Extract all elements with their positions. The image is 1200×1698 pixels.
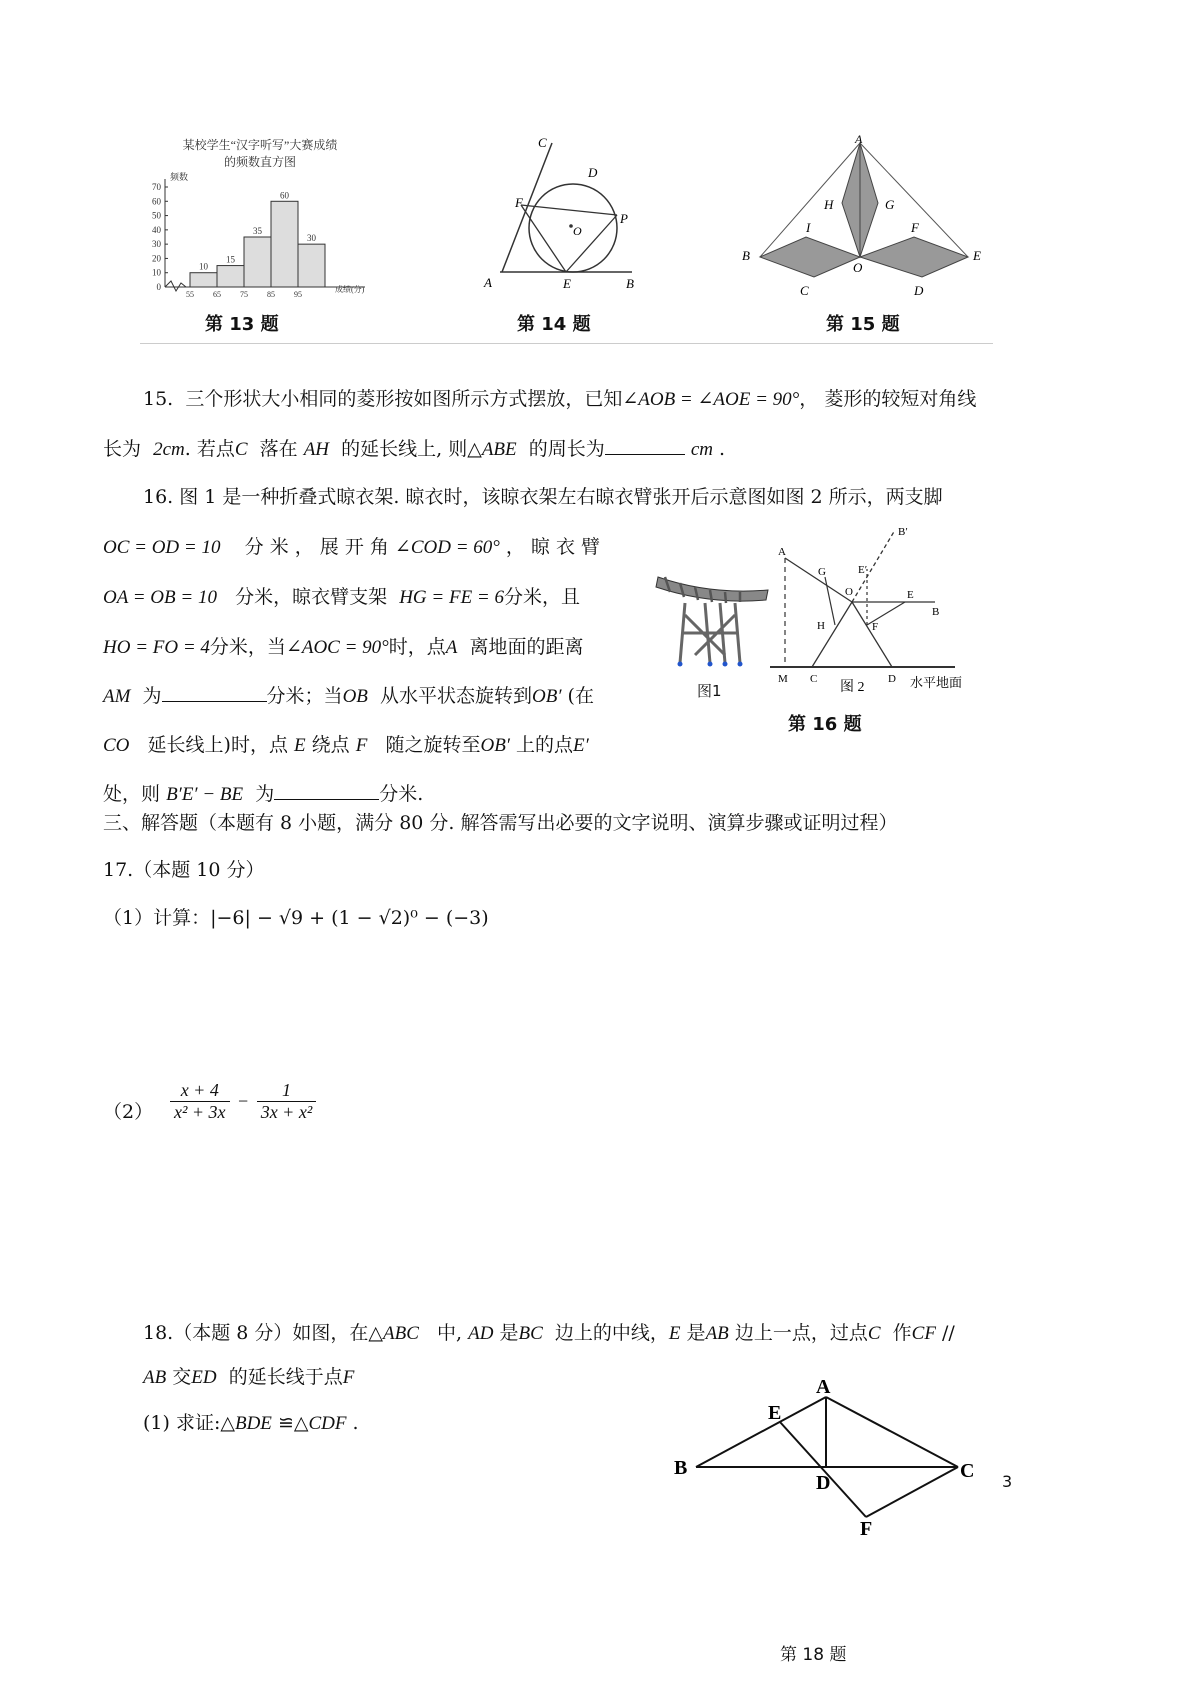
- q16-fig2-M: M: [778, 673, 788, 685]
- q13-xtick: 65: [213, 290, 221, 299]
- q17-frac2-num: 1: [281, 1080, 291, 1100]
- q14-label-C: C: [538, 135, 547, 150]
- q13-ytick: 40: [152, 224, 161, 235]
- q16-fig2-O: O: [845, 586, 853, 598]
- q14-caption: 第 14 题: [517, 314, 591, 335]
- q14-label-E: E: [563, 276, 571, 291]
- q15-label-A: A: [855, 133, 863, 146]
- q16-fig2-A: A: [778, 546, 786, 558]
- q16-figure2: [770, 525, 975, 695]
- q18-label-E: E: [768, 1402, 782, 1424]
- q16-ground-label: 水平地面: [910, 676, 963, 691]
- q16-answer-blank-1[interactable]: [162, 681, 267, 702]
- q17-frac2-den: 3x + x²: [260, 1102, 313, 1122]
- q17-frac1-den: x² + 3x: [174, 1102, 226, 1122]
- q13-bar-label: 15: [226, 254, 235, 265]
- q16-figure1: [650, 565, 775, 675]
- q16-line7: 处，则 B′E′ − BE 为 分米.: [103, 779, 423, 810]
- q15-label-I: I: [806, 220, 811, 235]
- q17-frac1-num: x + 4: [180, 1080, 219, 1100]
- q16-caption: 第 16 题: [788, 714, 862, 735]
- q18-line2: AB 交ED 的延长线于点F: [143, 1366, 355, 1388]
- q13-axis-break: [165, 281, 186, 291]
- q14-label-O: O: [573, 224, 582, 238]
- q13-xtick: 75: [240, 290, 248, 299]
- q18-label-D: D: [816, 1472, 831, 1494]
- q16-fig2-label: 图 2: [840, 680, 865, 695]
- q14-label-A: A: [484, 275, 492, 290]
- q13-ytick: 60: [152, 196, 161, 207]
- q15-label-B: B: [742, 248, 750, 263]
- q18-label-B: B: [674, 1457, 688, 1479]
- q15-line1: 15. 三个形状大小相同的菱形按如图所示方式摆放，已知∠AOB = ∠AOE = 90°， 菱形的较短对角线: [143, 388, 977, 410]
- q16-fig2-H: H: [817, 620, 825, 632]
- q18-caption: 第 18 题: [780, 1645, 847, 1665]
- q13-title-line2: 的频数直方图: [223, 155, 297, 169]
- q16-fig2-B: B: [932, 606, 940, 618]
- q13-bar-label: 60: [280, 190, 289, 201]
- q16-fig2-B-prime: B′: [898, 526, 908, 538]
- q13-ytick: 70: [152, 182, 161, 192]
- q18-line1: 18.（本题 8 分）如图，在△ABC 中, AD 是BC 边上的中线，E 是AB 边上一点，过点C 作CF //: [143, 1322, 955, 1344]
- q14-label-F: F: [515, 195, 523, 210]
- q15-label-E: E: [973, 248, 981, 263]
- q13-ylabel: 频数: [170, 172, 189, 182]
- q16-answer-blank-2[interactable]: [274, 779, 379, 800]
- q15-label-D: D: [914, 283, 924, 298]
- q15-label-O: O: [853, 260, 863, 275]
- q13-bar: [298, 244, 325, 287]
- q15-figure: [740, 133, 990, 303]
- q18-label-C: C: [960, 1460, 975, 1482]
- q13-bar: [217, 266, 244, 287]
- q13-bar: [271, 201, 298, 287]
- q15-caption: 第 15 题: [826, 314, 900, 335]
- q13-xtick: 85: [267, 290, 275, 299]
- q13-bar-label: 35: [253, 226, 262, 236]
- q13-bar: [244, 237, 271, 287]
- q18-line3: (1) 求证:△BDE ≌△CDF .: [143, 1412, 359, 1434]
- q16-fig2-F: F: [872, 621, 879, 633]
- q13-histogram: [140, 132, 380, 312]
- q13-bar-label: 30: [307, 233, 316, 244]
- q17-minus: −: [238, 1091, 249, 1111]
- q13-caption: 第 13 题: [205, 314, 279, 335]
- q18-figure: [668, 1375, 988, 1535]
- q14-label-B: B: [626, 276, 634, 291]
- q14-label-P: P: [620, 211, 628, 226]
- q16-fig2-C: C: [810, 673, 818, 685]
- q16-line3: OA = OB = 10 分米，晾衣臂支架 HG = FE = 6分米，且: [103, 586, 581, 608]
- q13-xlabel: 成绩(分): [335, 285, 365, 294]
- q13-bar-label: 10: [199, 261, 208, 272]
- q17-part2-expression: [170, 1080, 316, 1123]
- section3-heading: 三、解答题（本题有 8 小题，满分 80 分. 解答需写出必要的文字说明、演算步骤或证明过程）: [103, 812, 898, 834]
- q16-line6: CO 延长线上)时，点 E 绕点 F 随之旋转至OB′ 上的点E′: [103, 734, 589, 756]
- q13-ytick: 50: [152, 210, 161, 221]
- q17-part1: （1）计算：|−6| − √9 + (1 − √2)⁰ − (−3): [103, 907, 489, 929]
- q13-ytick: 30: [152, 239, 161, 250]
- page-number: 3: [1002, 1472, 1013, 1491]
- q16-line4: HO = FO = 4分米，当∠AOC = 90°时，点A 离地面的距离: [103, 636, 584, 658]
- q16-fig2-E-prime: E′: [858, 564, 868, 576]
- q18-label-A: A: [816, 1376, 831, 1398]
- q16-fig2-E: E: [907, 589, 914, 601]
- q15-label-C: C: [800, 283, 809, 298]
- q13-ytick: 0: [156, 282, 161, 292]
- q13-bar: [190, 273, 217, 287]
- q15-label-G: G: [885, 197, 895, 212]
- q15-answer-blank[interactable]: [605, 434, 685, 455]
- q16-fig2-G: G: [818, 566, 826, 578]
- q13-ytick: 20: [152, 253, 161, 264]
- q16-line2: OC = OD = 10 分 米 ， 展 开 角 ∠COD = 60° ， 晾 衣 臂: [103, 536, 601, 558]
- q18-label-F: F: [860, 1518, 873, 1535]
- q13-ytick: 10: [152, 267, 161, 278]
- q13-title-line1: 某校学生“汉字听写”大赛成绩: [182, 138, 338, 152]
- q16-line1: 16. 图 1 是一种折叠式晾衣架. 晾衣时，该晾衣架左右晾衣臂张开后示意图如图 2 所示，两支脚: [143, 486, 943, 508]
- q15-label-H: H: [824, 197, 834, 212]
- q13-xtick: 55: [186, 290, 194, 299]
- q16-fig1-label: 图1: [697, 682, 722, 700]
- q15-label-F: F: [911, 220, 919, 235]
- q15-line2: 长为 2cm. 若点C 落在 AH 的延长线上, 则△ABE 的周长为 cm .: [103, 434, 725, 465]
- q17-heading: 17.（本题 10 分）: [103, 859, 265, 881]
- q16-line5: AM 为 分米；当OB 从水平状态旋转到OB′ (在: [103, 681, 594, 712]
- q14-figure: [480, 135, 640, 295]
- q17-part1-expression: |−6| − √9 + (1 − √2)⁰ − (−3): [210, 907, 489, 929]
- q16-fig2-D: D: [888, 673, 896, 685]
- q13-xtick: 95: [294, 290, 302, 299]
- q14-label-D: D: [588, 165, 598, 180]
- q17-part2-label: （2）: [103, 1101, 154, 1123]
